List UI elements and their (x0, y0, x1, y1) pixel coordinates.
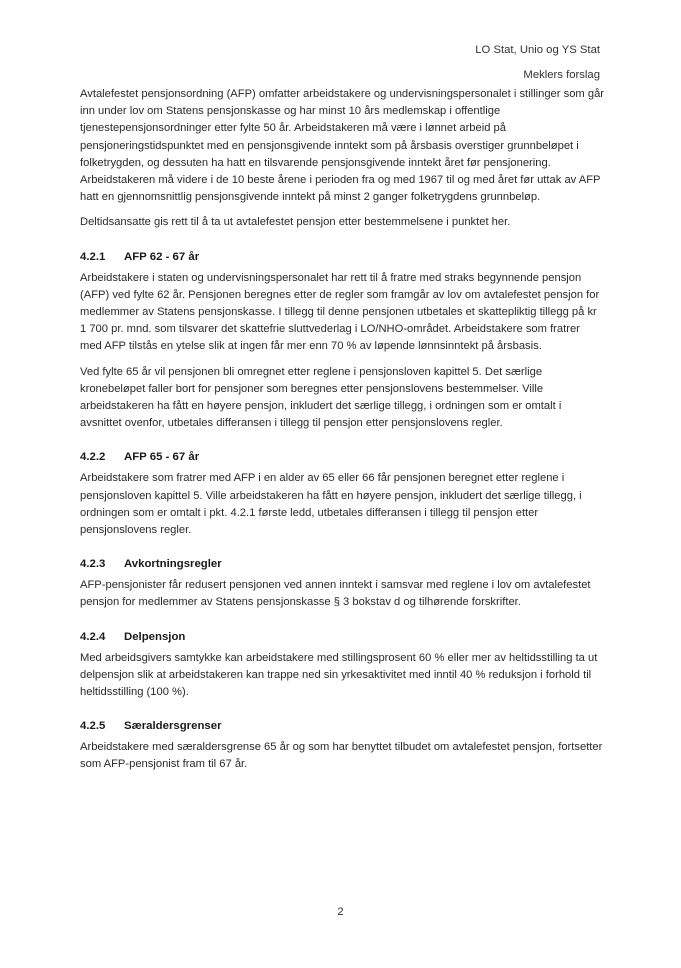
section-paragraph: AFP-pensjonister får redusert pensjonen ved annen inntekt i samsvar med reglene i lov om avtalefestet pensjon for medlemmer av Statens pensjonskasse § 3 bokstav d og tilhørende forskrifter. (80, 579, 591, 609)
section-heading (80, 718, 604, 735)
section-4-2-4 (80, 629, 604, 702)
section-number: 4.2.2 (80, 451, 106, 464)
section-title: Avkortningsregler (124, 558, 222, 571)
section-heading (80, 249, 604, 266)
section-heading (80, 629, 604, 646)
section-paragraph: Ved fylte 65 år vil pensjonen bli omregnet etter reglene i pensjonsloven kapittel 5. Det særlige kronebeløpet faller bort for pensjoner som beregnes etter pensjonslovens bestemmelser. Ville arbeidstakeren ha fått en høyere pensjon, inkludert det særlige tillegg, i ordningen som er omtalt i avsnittet ovenfor, utbetales differansen i tillegg til pensjon etter pensjonslovens regler. (80, 365, 562, 430)
page-number: 2 (337, 906, 344, 918)
section-number: 4.2.4 (80, 630, 106, 643)
section-number: 4.2.1 (80, 250, 106, 263)
header-parties: LO Stat, Unio og YS Stat (475, 44, 600, 56)
section-paragraph: Med arbeidsgivers samtykke kan arbeidstakere med stillingsprosent 60 % eller mer av heltidsstilling ta ut delpensjon slik at arbeidstakeren kan trappe ned sin yrkesaktivitet med inntil 40 % reduksjon i forhold til heltidsstilling (100 %). (80, 651, 598, 699)
section-4-2-1 (80, 249, 604, 433)
section-4-2-2 (80, 449, 604, 539)
section-title: AFP 62 - 67 år (124, 250, 200, 263)
document-body (80, 86, 604, 782)
intro-paragraph: Avtalefestet pensjonsordning (AFP) omfatter arbeidstakere og undervisningspersonalet i stillinger som går inn under lov om Statens pensjonskasse og har minst 10 års medlemskap i offentlige tjenestepensjonsordninger etter fylte 50 år. Arbeidstakeren må være i lønnet arbeid på pensjoneringstidspunktet med en pensjonsgivende inntekt som på årsbasis overstiger grunnbeløpet i folketrygden, og dessuten ha hatt en tilsvarende pensjonsgivende inntekt året før pensjonering. Arbeidstakeren må videre i de 10 beste årene i perioden fra og med 1967 til og med året før uttak av AFP hatt en gjennomsnittlig pensjonsgivende inntekt på minst 2 ganger folketrygdens grunnbeløp. (80, 88, 605, 204)
section-number: 4.2.5 (80, 720, 106, 733)
section-paragraph: Arbeidstakere med særaldersgrense 65 år og som har benyttet tilbudet om avtalefestet pensjon, fortsetter som AFP-pensjonist fram til 67 år. (80, 741, 603, 771)
section-heading (80, 449, 604, 466)
intro-paragraph: Deltidsansatte gis rett til å ta ut avtalefestet pensjon etter bestemmelsene i punktet her. (80, 216, 511, 229)
header-subtitle: Meklers forslag (523, 69, 600, 81)
section-heading (80, 556, 604, 573)
section-paragraph: Arbeidstakere som fratrer med AFP i en alder av 65 eller 66 får pensjonen beregnet etter reglene i pensjonsloven kapittel 5. Ville arbeidstakeren ha fått en høyere pensjon, inkludert det særlige tillegg, i ordningen som er omtalt i pkt. 4.2.1 første ledd, utbetales differansen i tillegg til pensjon etter pensjonslovens regler. (80, 472, 582, 537)
section-4-2-3 (80, 556, 604, 611)
section-4-2-5 (80, 718, 604, 773)
section-title: Særaldersgrenser (124, 720, 222, 733)
section-number: 4.2.3 (80, 558, 106, 571)
section-title: AFP 65 - 67 år (124, 451, 200, 464)
section-title: Delpensjon (124, 630, 186, 643)
section-paragraph: Arbeidstakere i staten og undervisningspersonalet har rett til å fratre med straks begynnende pensjon (AFP) ved fylte 62 år. Pensjonen beregnes etter de regler som framgår av lov om avtalefestet pensjon for medlemmer av Statens pensjonskasse. I tillegg til denne pensjonen utbetales et skattepliktig tillegg på kr 1 700 pr. mnd. som tilsvarer det skattefrie sluttvederlag i LO/NHO-området. Arbeidstakere som fratrer med AFP tilstås en ytelse slik at ingen får mer enn 70 % av løpende lønnsinntekt på årsbasis. (80, 271, 600, 353)
